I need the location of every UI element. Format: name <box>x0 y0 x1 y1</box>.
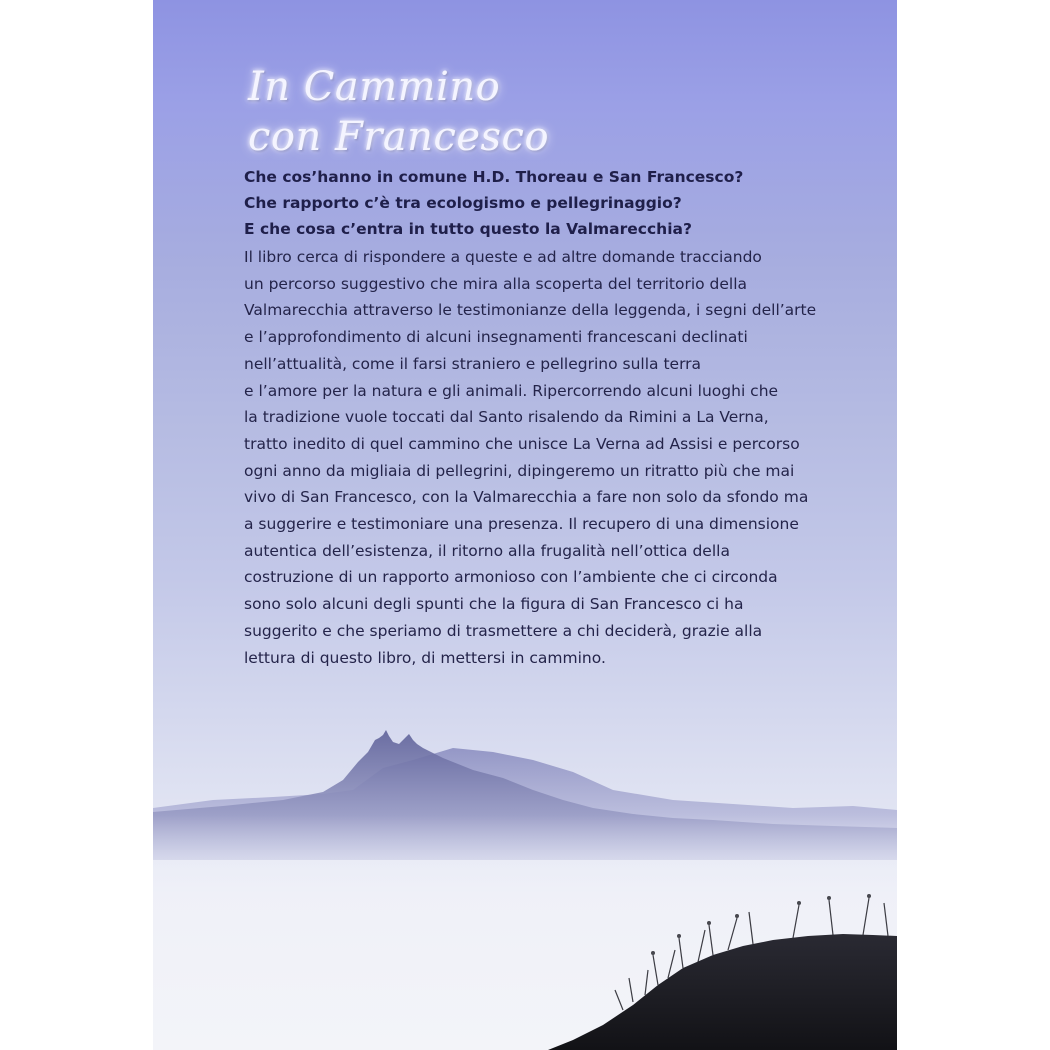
blurb-line: suggerito e che speriamo di trasmettere a chi deciderà, grazie alla <box>244 621 763 640</box>
blurb-line: e l’approfondimento di alcuni insegnamenti francescani declinati <box>244 328 748 347</box>
blurb-line: Il libro cerca di rispondere a queste e ad altre domande tracciando <box>244 248 762 266</box>
question-line: Che rapporto c’è tra ecologismo e pellegrinaggio? <box>244 194 682 212</box>
blurb-line: Valmarecchia attraverso le testimonianze della leggenda, i segni dell’arte <box>244 301 817 320</box>
intro-questions <box>244 164 844 242</box>
blurb-line: tratto inedito di quel cammino che unisce La Verna ad Assisi e percorso <box>244 434 800 453</box>
blurb-line: ogni anno da migliaia di pellegrini, dipingeremo un ritratto più che mai <box>244 461 795 480</box>
blurb-line: vivo di San Francesco, con la Valmarecchia a fare non solo da sfondo ma <box>244 488 809 507</box>
blurb-line: un percorso suggestivo che mira alla scoperta del territorio della <box>244 274 748 293</box>
question-line: Che cos’hanno in comune H.D. Thoreau e San Francesco? <box>244 168 744 186</box>
title-line-2: con Francesco <box>248 114 550 160</box>
blurb-line: nell’attualità, come il farsi straniero e pellegrino sulla terra <box>244 354 702 373</box>
book-title <box>248 62 549 162</box>
blurb-paragraph <box>244 244 884 671</box>
blurb-line: e l’amore per la natura e gli animali. Ripercorrendo alcuni luoghi che <box>244 381 779 400</box>
blurb-line: costruzione di un rapporto armonioso con l’ambiente che ci circonda <box>244 568 778 587</box>
blurb-line: a suggerire e testimoniare una presenza. Il recupero di una dimensione <box>244 515 799 534</box>
blurb-line: autentica dell’esistenza, il ritorno alla frugalità nell’ottica della <box>244 541 730 560</box>
blurb-line: la tradizione vuole toccati dal Santo risalendo da Rimini a La Verna, <box>244 408 769 427</box>
question-line: E che cosa c’entra in tutto questo la Valmarecchia? <box>244 220 692 238</box>
blurb-line: sono solo alcuni degli spunti che la figura di San Francesco ci ha <box>244 595 744 614</box>
title-line-1: In Cammino <box>248 64 501 110</box>
blurb-line: lettura di questo libro, di mettersi in cammino. <box>244 648 606 667</box>
book-back-cover <box>153 0 897 1050</box>
